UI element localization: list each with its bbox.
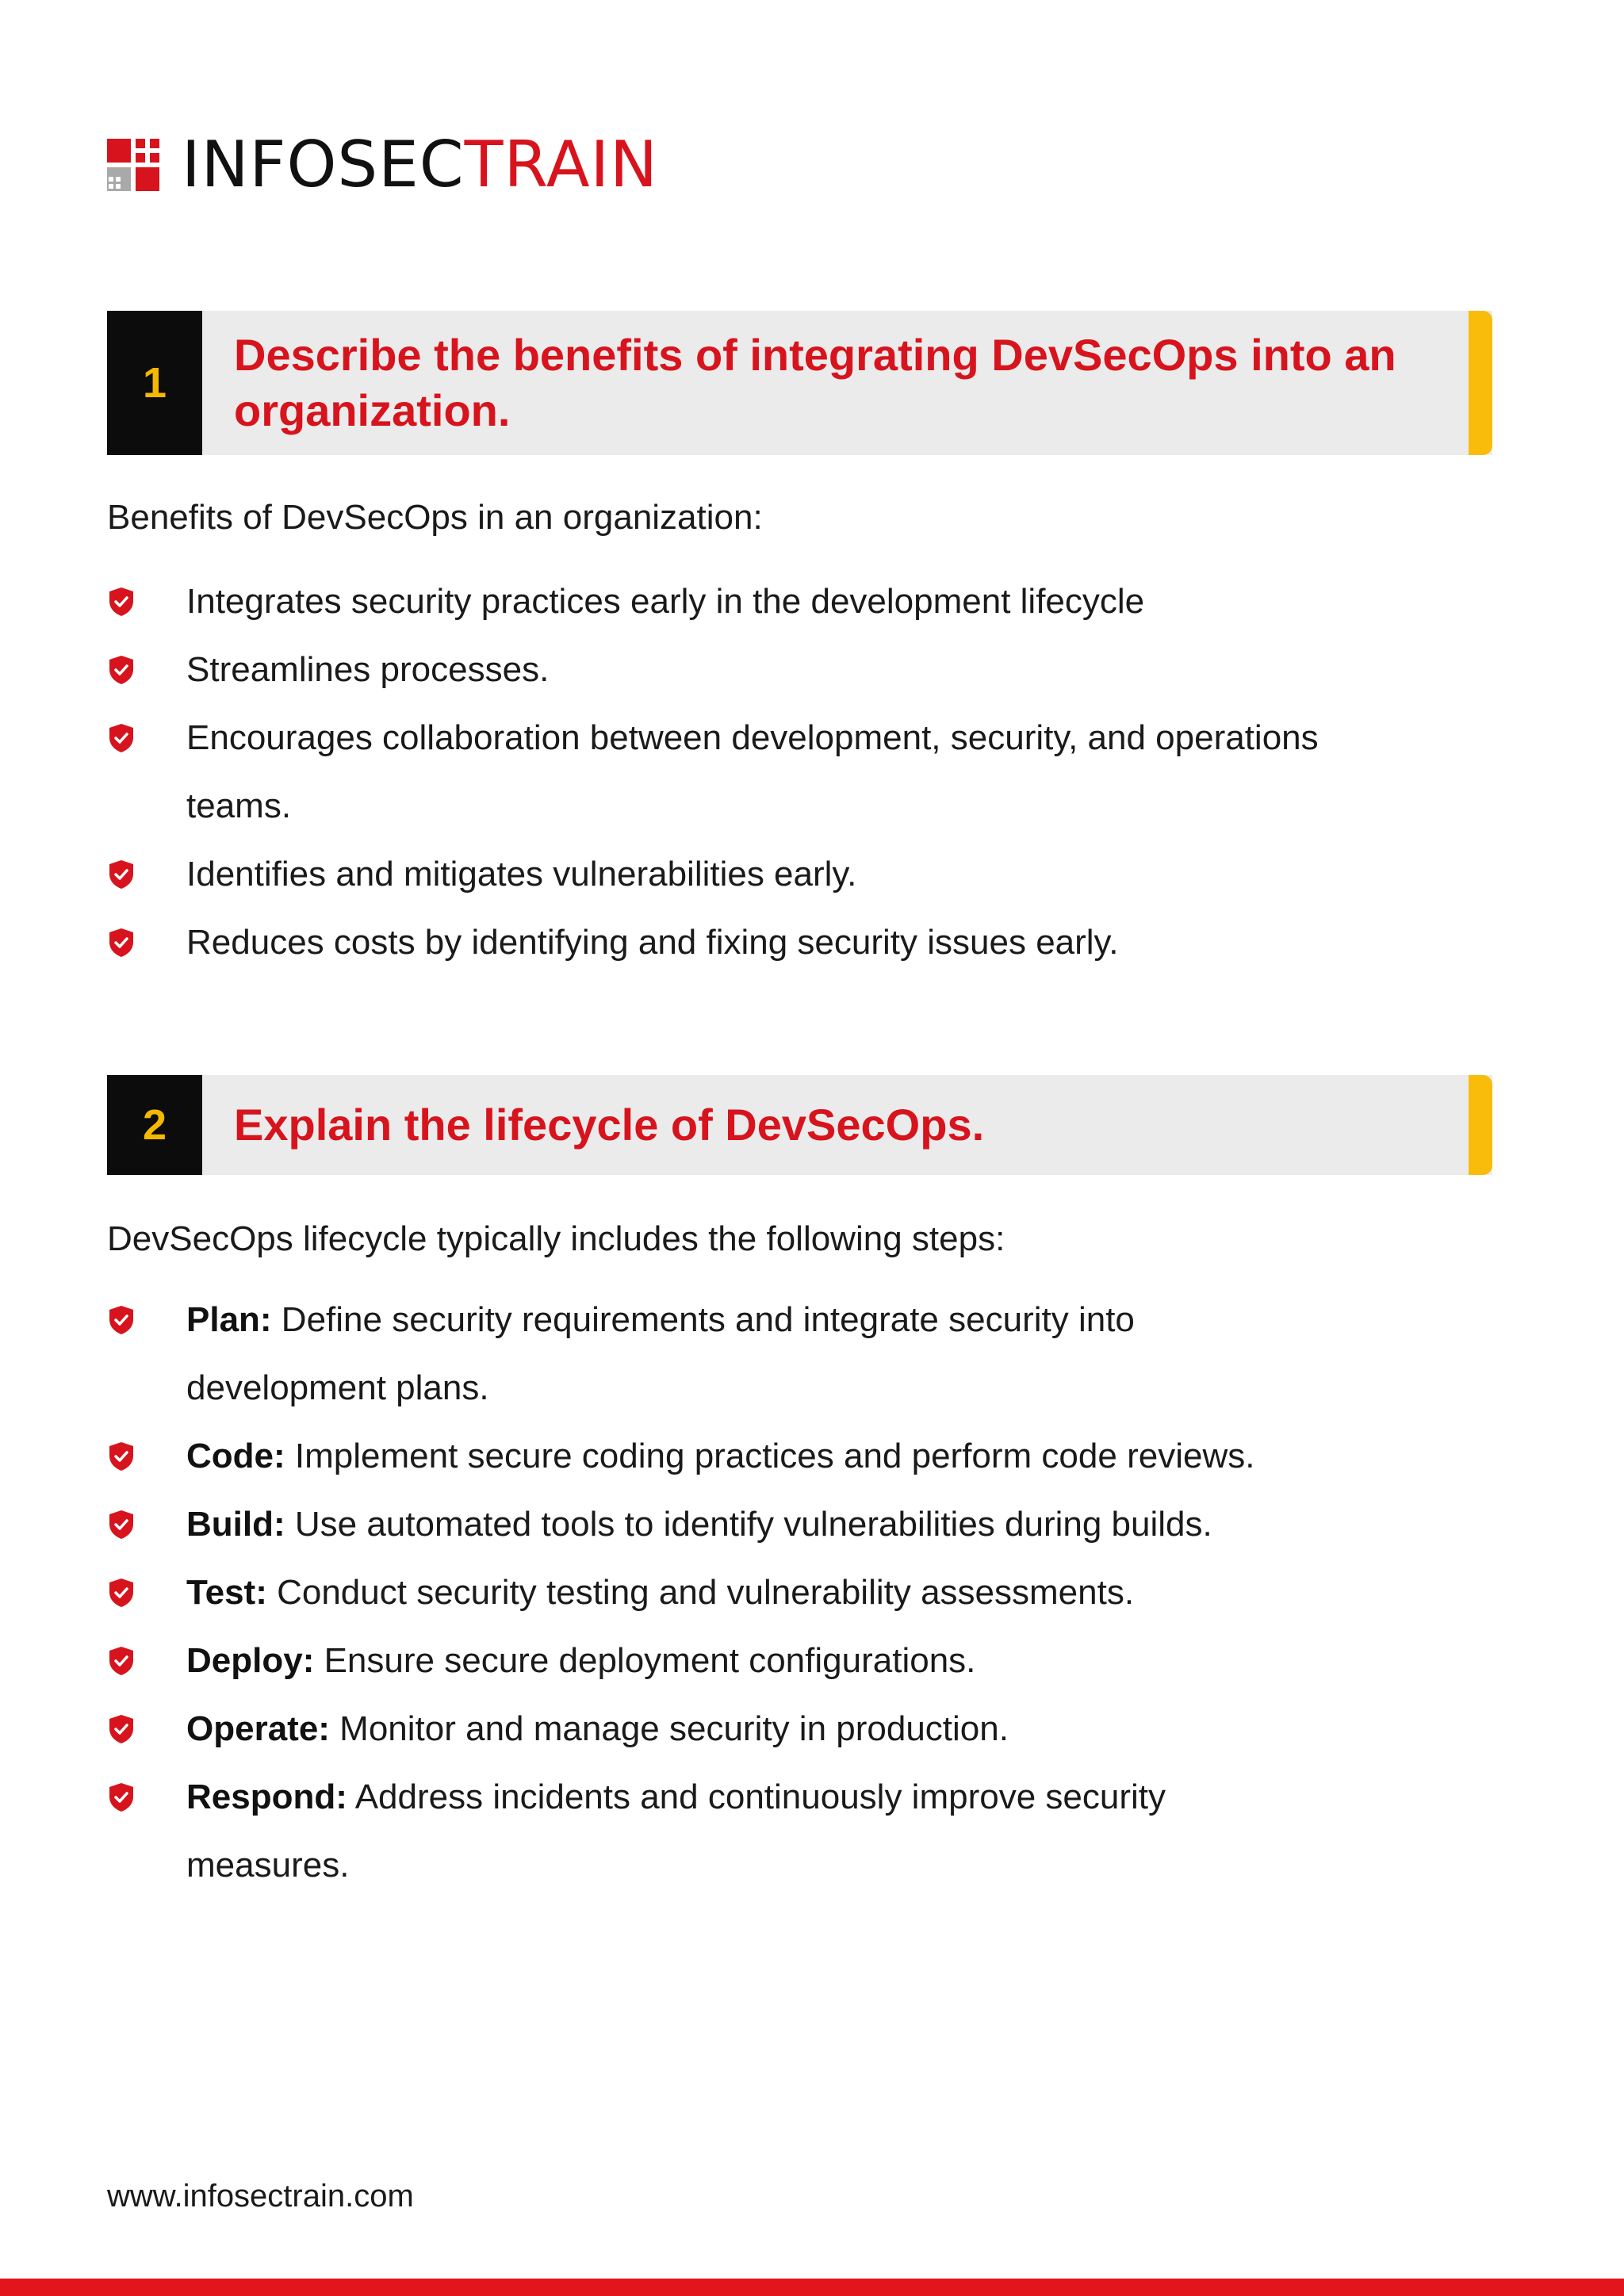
shield-check-icon [107,1645,136,1677]
brand-name-part2: TRAIN [464,128,658,201]
step-term: Deploy: [186,1641,315,1680]
shield-check-icon [107,586,136,618]
shield-check-icon [107,859,136,890]
footer-bar [0,2279,1624,2296]
step-term: Respond: [186,1777,347,1816]
question-number: 2 [107,1075,202,1175]
footer-url: www.infosectrain.com [107,2179,414,2214]
shield-check-icon [107,722,136,754]
list-item [107,704,1415,840]
list-item [107,1559,1415,1627]
brand-name [182,128,658,201]
list-item [107,1763,1415,1900]
step-term: Build: [186,1505,285,1544]
step-term: Test: [186,1573,267,1612]
answer-intro: DevSecOps lifecycle typically includes the following steps: [107,1219,1005,1258]
step-description: Define security requirements and integrate security into development plans. [186,1300,1135,1407]
question-title: Explain the lifecycle of DevSecOps. [234,1100,985,1150]
step-description: Conduct security testing and vulnerability assessments. [266,1573,1135,1612]
step-description: Address incidents and continuously improve security measures. [186,1777,1166,1885]
shield-check-icon [107,1509,136,1540]
list-item-text: Streamlines processes. [186,650,550,689]
step-term: Operate: [186,1709,330,1748]
list-item [107,1695,1415,1763]
question-number: 1 [107,311,202,455]
shield-check-icon [107,1577,136,1609]
list-item [107,1422,1415,1490]
shield-check-icon [107,1713,136,1745]
header-accent [1469,311,1492,455]
brand-name-part1: INFOSEC [182,128,465,201]
list-item [107,568,1415,636]
list-item [107,1286,1415,1422]
list-item-text: Reduces costs by identifying and fixing security issues early. [186,923,1119,962]
shield-check-icon [107,1441,136,1472]
step-description: Monitor and manage security in production. [329,1709,1009,1748]
benefits-list [107,568,1415,977]
list-item [107,636,1415,704]
header-accent [1469,1075,1492,1175]
list-item-text: Encourages collaboration between development, security, and operations teams. [186,718,1319,825]
list-item [107,1627,1415,1695]
brand-logo [107,128,658,201]
shield-check-icon [107,654,136,686]
shield-check-icon [107,927,136,959]
list-item [107,840,1415,909]
step-term: Code: [186,1437,285,1475]
list-item-text: Integrates security practices early in the development lifecycle [186,582,1145,621]
shield-check-icon [107,1781,136,1813]
lifecycle-list [107,1286,1415,1900]
step-description: Implement secure coding practices and perform code reviews. [285,1437,1255,1475]
step-description: Use automated tools to identify vulnerabilities during builds. [285,1505,1212,1544]
answer-intro: Benefits of DevSecOps in an organization: [107,498,763,537]
question-title: Describe the benefits of integrating DevSecOps into an organization. [234,330,1396,435]
list-item [107,1490,1415,1559]
question-1-header [107,311,1492,455]
shield-check-icon [107,1304,136,1336]
list-item [107,909,1415,977]
question-2-header [107,1075,1492,1175]
infosectrain-logo-icon [107,139,159,191]
step-term: Plan: [186,1300,272,1339]
step-description: Ensure secure deployment configurations. [314,1641,976,1680]
list-item-text: Identifies and mitigates vulnerabilities early. [186,855,857,894]
